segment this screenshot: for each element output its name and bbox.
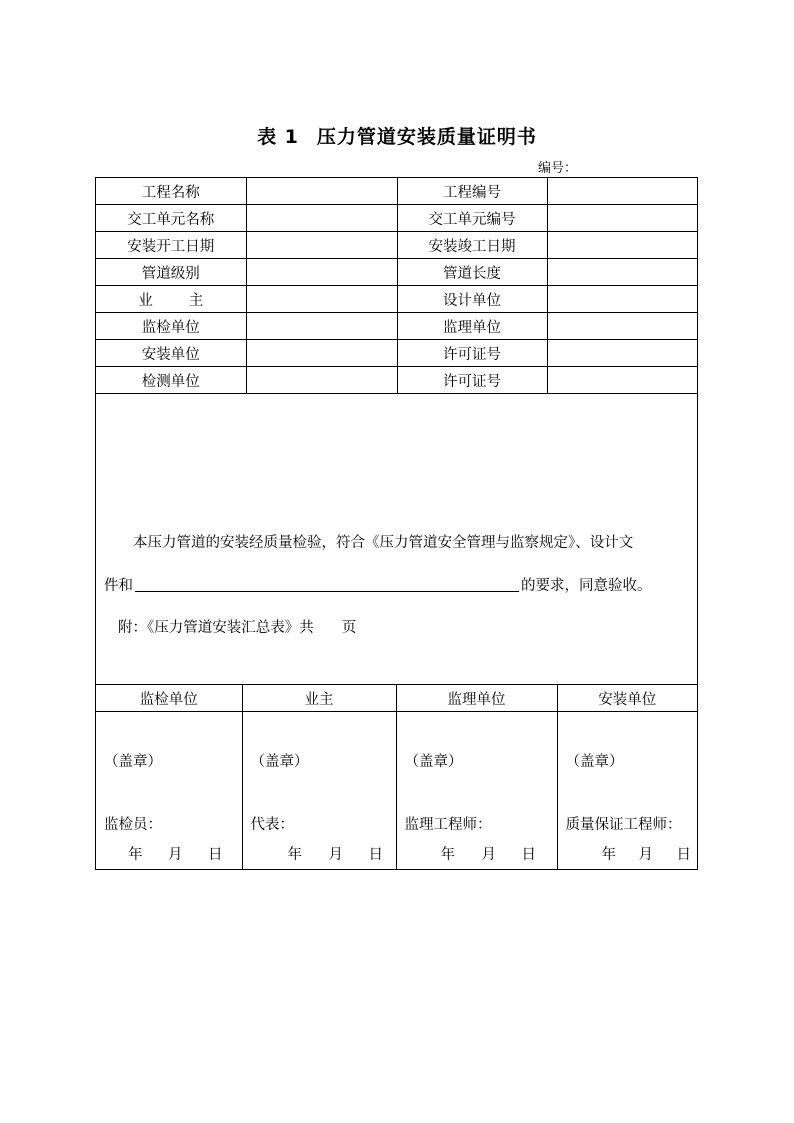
- label-pipeline-grade: 管道级别: [96, 259, 246, 286]
- field-project-number[interactable]: [547, 178, 697, 205]
- field-project-name[interactable]: [246, 178, 397, 205]
- label-unit-number: 交工单元编号: [397, 205, 547, 232]
- table-row: [96, 685, 697, 712]
- signature-cell-installation[interactable]: （盖章） 质量保证工程师： 年 月 日: [557, 712, 697, 870]
- field-unit-name[interactable]: [246, 205, 397, 232]
- acceptance-statement: [96, 394, 697, 685]
- table-number: 表 1: [257, 126, 299, 148]
- field-license-number[interactable]: [547, 340, 697, 367]
- label-project-name: 工程名称: [96, 178, 246, 205]
- serial-number-label: 编号：: [538, 161, 578, 176]
- representative-label: 代表：: [250, 817, 294, 833]
- label-testing-unit: 检测单位: [96, 367, 246, 394]
- label-installation-unit: 安装单位: [96, 340, 246, 367]
- title-text: 压力管道安装质量证明书: [316, 126, 537, 148]
- field-unit-number[interactable]: [547, 205, 697, 232]
- field-installation-unit[interactable]: [246, 340, 397, 367]
- field-completion-date[interactable]: [547, 232, 697, 259]
- field-pipeline-grade[interactable]: [246, 259, 397, 286]
- table-row: [96, 232, 697, 259]
- signature-cell-owner[interactable]: （盖章） 代表： 年 月 日: [242, 712, 396, 870]
- certificate-table: [95, 177, 698, 870]
- seal-label: （盖章）: [565, 754, 624, 770]
- header-owner: 业主: [242, 685, 396, 712]
- standards-blank-field[interactable]: [135, 575, 519, 592]
- field-supervision-unit[interactable]: [547, 313, 697, 340]
- field-testing-unit[interactable]: [246, 367, 397, 394]
- header-installation-unit: 安装单位: [557, 685, 697, 712]
- header-supervision-unit: 监理单位: [396, 685, 557, 712]
- table-row: [96, 205, 697, 232]
- table-row: [96, 340, 697, 367]
- qa-engineer-label: 质量保证工程师：: [565, 817, 682, 833]
- signature-cell-supervision[interactable]: （盖章） 监理工程师： 年 月 日: [396, 712, 557, 870]
- statement-line-2: 件和 的要求，同意验收。: [104, 574, 652, 595]
- label-pipeline-length: 管道长度: [397, 259, 547, 286]
- label-license-number-2: 许可证号: [397, 367, 547, 394]
- statement-line-1: 本压力管道的安装经质量检验，符合《压力管道安全管理与监察规定》、设计文: [133, 535, 634, 551]
- field-inspection-unit[interactable]: [246, 313, 397, 340]
- label-start-date: 安装开工日期: [96, 232, 246, 259]
- field-design-unit[interactable]: [547, 286, 697, 313]
- table-row: [96, 178, 697, 205]
- project-info-table: [96, 178, 697, 394]
- field-owner[interactable]: [246, 286, 397, 313]
- label-license-number: 许可证号: [397, 340, 547, 367]
- table-row: [96, 313, 697, 340]
- table-row: [96, 367, 697, 394]
- label-design-unit: 设计单位: [397, 286, 547, 313]
- table-row: [96, 286, 697, 313]
- table-row: [96, 712, 697, 870]
- label-owner: 业 主: [96, 286, 246, 313]
- field-license-number-2[interactable]: [547, 367, 697, 394]
- inspector-label: 监检员：: [104, 817, 162, 833]
- document-title: [0, 122, 794, 149]
- signature-table: [96, 685, 697, 869]
- supervising-engineer-label: 监理工程师：: [404, 817, 492, 833]
- label-unit-name: 交工单元名称: [96, 205, 246, 232]
- field-pipeline-length[interactable]: [547, 259, 697, 286]
- seal-label: （盖章）: [404, 754, 463, 770]
- attachment-note: 附：《压力管道安装汇总表》共 页: [118, 620, 357, 636]
- seal-label: （盖章）: [250, 754, 309, 770]
- seal-label: （盖章）: [104, 754, 162, 770]
- header-inspection-unit: 监检单位: [96, 685, 242, 712]
- label-project-number: 工程编号: [397, 178, 547, 205]
- label-supervision-unit: 监理单位: [397, 313, 547, 340]
- signature-cell-inspection[interactable]: （盖章） 监检员： 年 月 日: [96, 712, 242, 870]
- table-row: [96, 259, 697, 286]
- label-completion-date: 安装竣工日期: [397, 232, 547, 259]
- field-start-date[interactable]: [246, 232, 397, 259]
- label-inspection-unit: 监检单位: [96, 313, 246, 340]
